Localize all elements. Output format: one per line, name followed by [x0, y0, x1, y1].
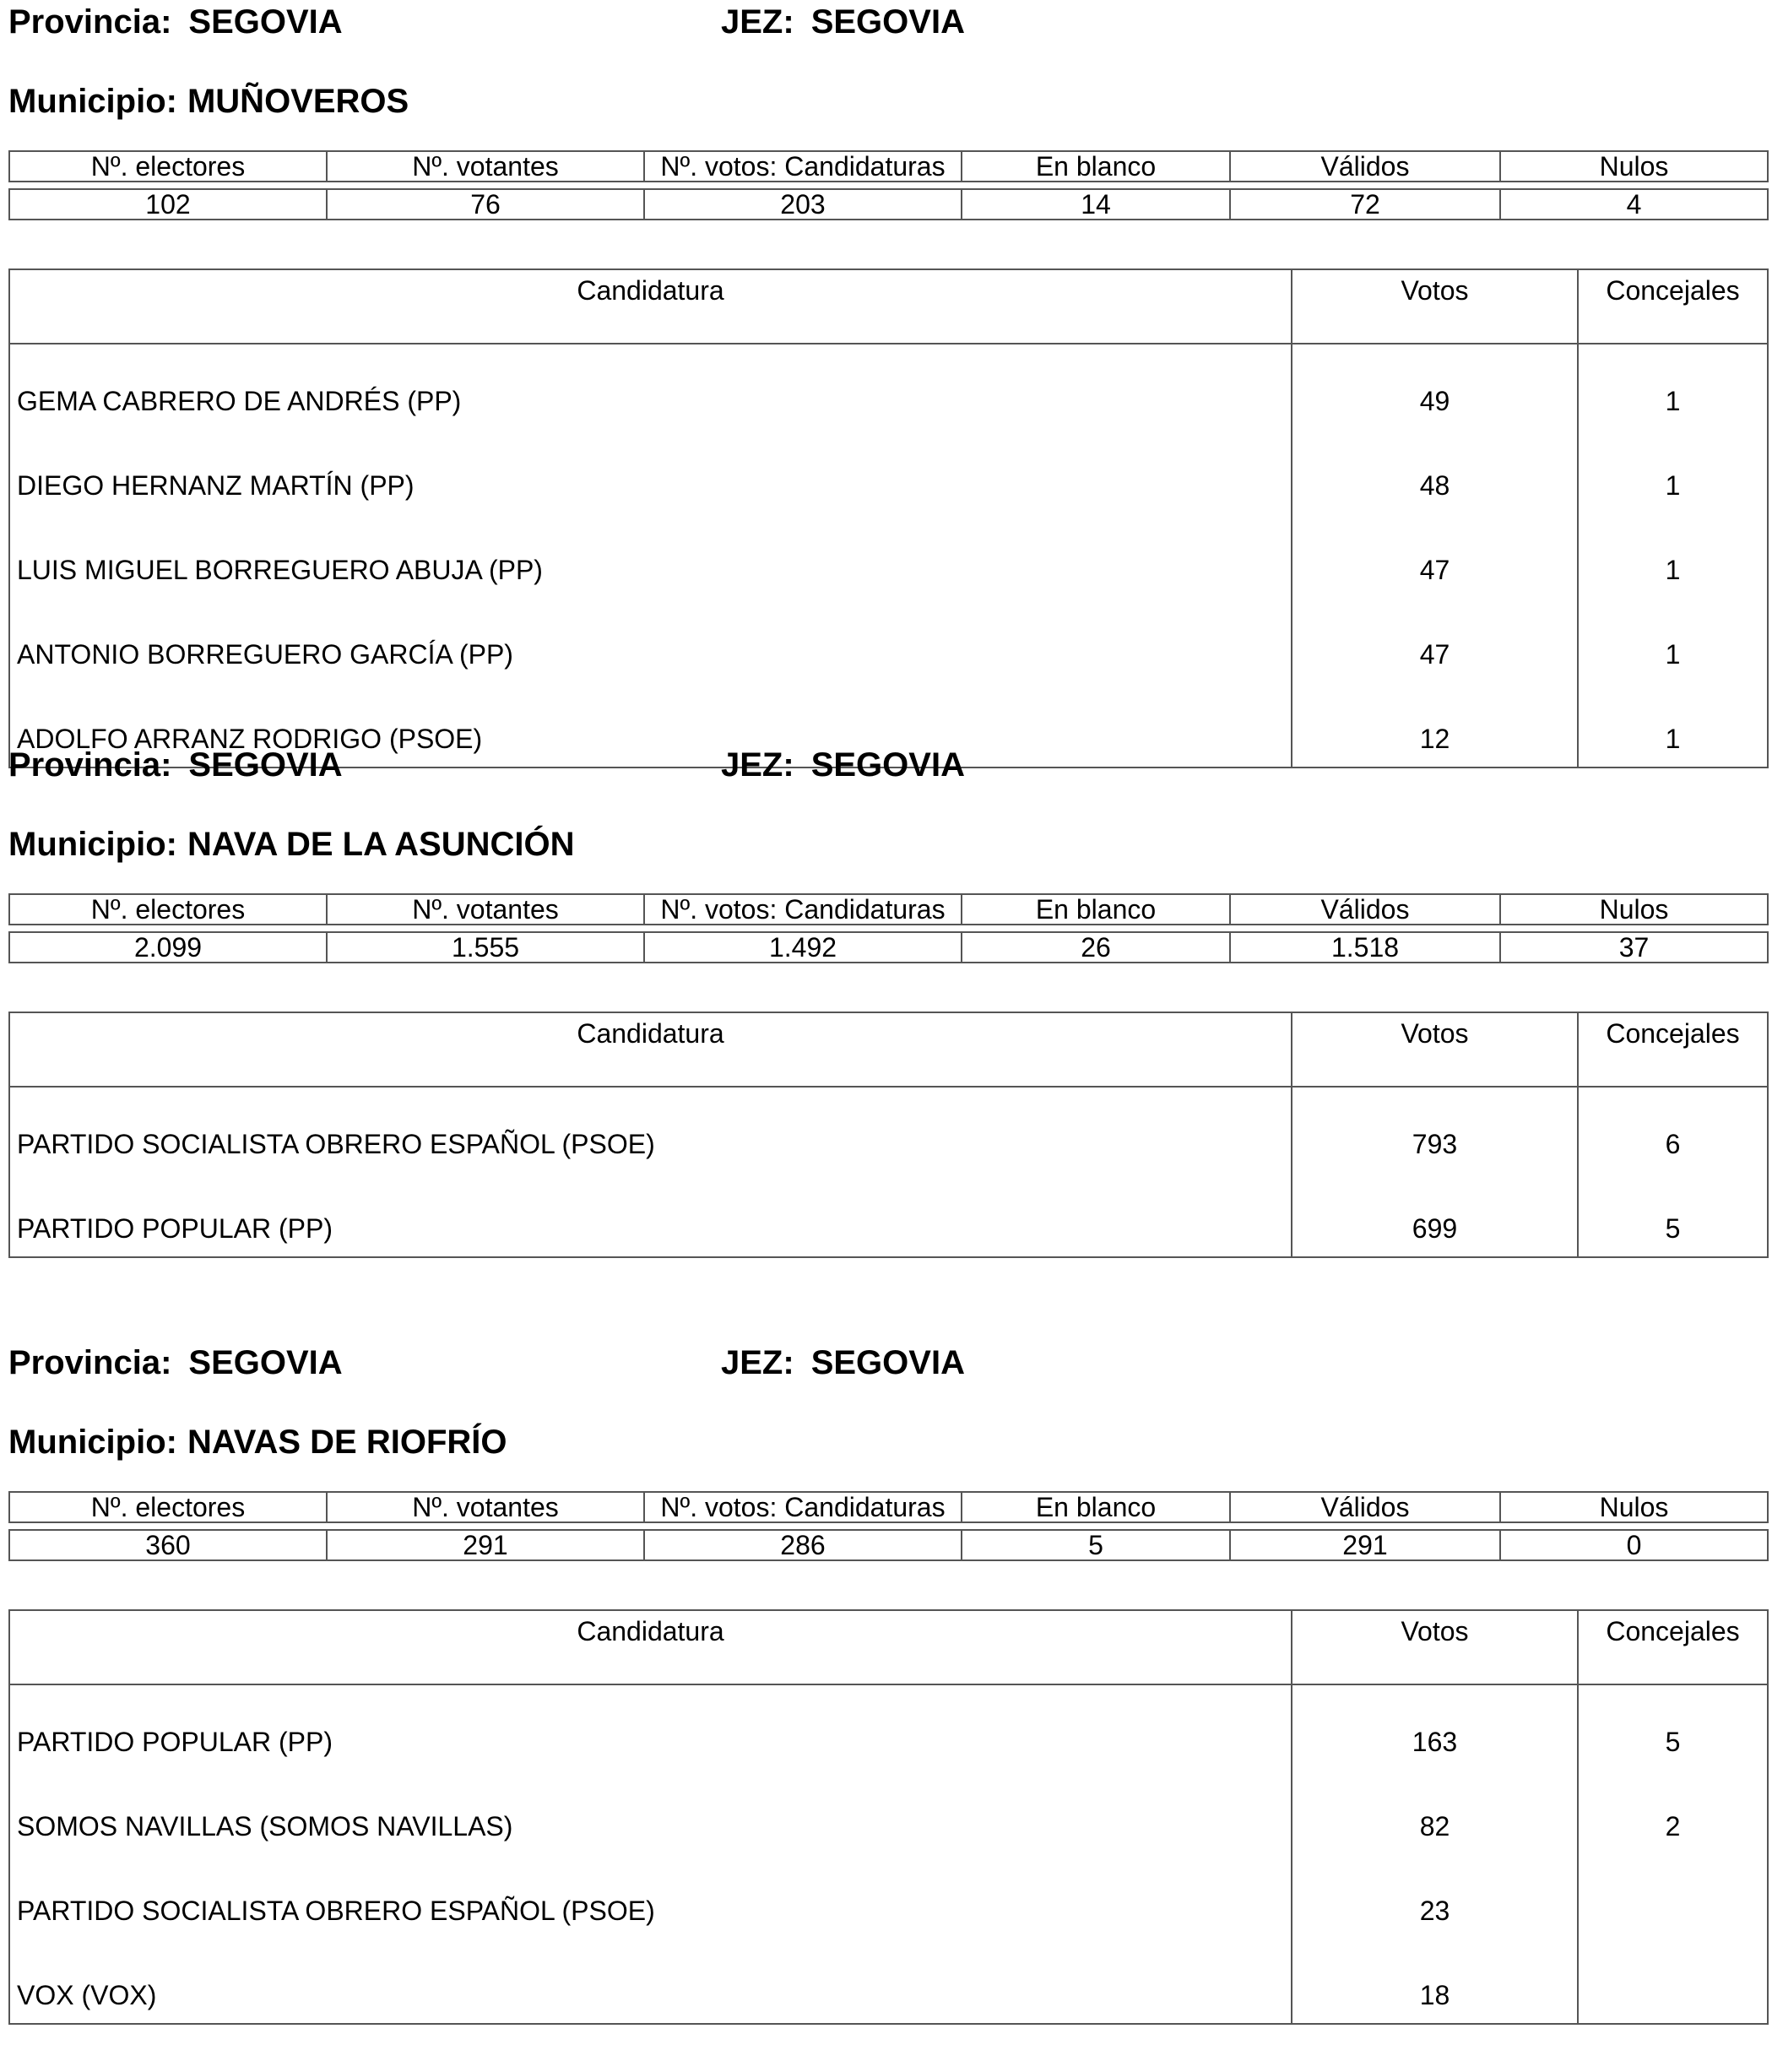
stats-header-cell: Nº. votos: Candidaturas: [644, 894, 962, 925]
election-section: [8, 1346, 1767, 2072]
candidates-header-cell: Candidatura: [9, 1610, 1292, 1684]
stats-gap-row: [9, 925, 1768, 932]
stats-value-cell: 2.099: [9, 932, 327, 963]
candidates-table: [8, 268, 1769, 768]
candidate-row: [9, 1770, 1768, 1854]
municipio-heading: [8, 827, 574, 861]
stats-value-cell: 291: [327, 1530, 644, 1560]
stats-header-cell: Nº. electores: [9, 1492, 327, 1522]
stats-table: [8, 150, 1769, 220]
candidate-concejales: 1: [1665, 386, 1681, 416]
candidate-row: [9, 344, 1768, 429]
stats-header-cell: Nulos: [1500, 151, 1768, 182]
stats-gap-row: [9, 182, 1768, 189]
municipio-heading: [8, 1425, 507, 1459]
candidate-concejales: 6: [1665, 1129, 1681, 1159]
candidate-concejales: 2: [1665, 1811, 1681, 1841]
stats-value-cell: 360: [9, 1530, 327, 1560]
stats-value-cell: 203: [644, 189, 962, 220]
stats-value-cell: 26: [962, 932, 1230, 963]
stats-value-cell: 37: [1500, 932, 1768, 963]
candidate-row: [9, 598, 1768, 682]
election-section: [8, 3, 1767, 754]
candidate-name: PARTIDO SOCIALISTA OBRERO ESPAÑOL (PSOE): [9, 1087, 1292, 1172]
candidate-concejales: 1: [1665, 470, 1681, 501]
candidate-row: [9, 513, 1768, 598]
stats-value-cell: 4: [1500, 189, 1768, 220]
provincia-heading: [8, 5, 343, 39]
municipio-heading: [8, 84, 409, 118]
stats-value-cell: 14: [962, 189, 1230, 220]
stats-header-cell: En blanco: [962, 894, 1230, 925]
candidate-concejales: [1578, 1939, 1768, 2024]
candidate-votos: 47: [1292, 598, 1578, 682]
stats-header-cell: Nº. votantes: [327, 1492, 644, 1522]
stats-value-cell: 286: [644, 1530, 962, 1560]
stats-value-cell: 1.555: [327, 932, 644, 963]
stats-gap: [9, 1522, 1768, 1530]
stats-table: [8, 1491, 1769, 1561]
stats-header-row: [9, 894, 1768, 925]
candidate-row: [9, 1939, 1768, 2024]
candidate-votos: 793: [1292, 1087, 1578, 1172]
stats-header-row: [9, 151, 1768, 182]
jez-heading: [721, 1346, 965, 1380]
municipio-label: Municipio:: [8, 826, 177, 863]
stats-value-row: [9, 932, 1768, 963]
stats-header-cell: En blanco: [962, 1492, 1230, 1522]
candidate-name: ANTONIO BORREGUERO GARCÍA (PP): [9, 598, 1292, 682]
candidate-name: GEMA CABRERO DE ANDRÉS (PP): [9, 344, 1292, 429]
stats-header-cell: Válidos: [1230, 894, 1500, 925]
stats-value-cell: 5: [962, 1530, 1230, 1560]
jez-value: SEGOVIA: [810, 1344, 965, 1381]
stats-header-row: [9, 1492, 1768, 1522]
jez-heading: [721, 5, 965, 39]
stats-gap: [9, 925, 1768, 932]
candidate-votos: 23: [1292, 1854, 1578, 1939]
candidates-header-cell: Votos: [1292, 1610, 1578, 1684]
candidates-header-cell: Concejales: [1578, 1012, 1768, 1087]
candidates-header-cell: Concejales: [1578, 269, 1768, 344]
stats-header-cell: Nº. electores: [9, 151, 327, 182]
candidate-concejales: 5: [1665, 1213, 1681, 1244]
stats-header-cell: Válidos: [1230, 1492, 1500, 1522]
candidate-votos: 699: [1292, 1172, 1578, 1257]
candidate-concejales: 1: [1665, 639, 1681, 670]
jez-value: SEGOVIA: [810, 3, 965, 41]
candidate-votos: 49: [1292, 344, 1578, 429]
candidates-header-cell: Votos: [1292, 269, 1578, 344]
candidate-row: [9, 1172, 1768, 1257]
candidate-concejales: 5: [1665, 1727, 1681, 1757]
candidate-name: PARTIDO POPULAR (PP): [9, 1172, 1292, 1257]
candidate-name: PARTIDO POPULAR (PP): [9, 1684, 1292, 1770]
candidate-votos: 163: [1292, 1684, 1578, 1770]
stats-header-cell: Nulos: [1500, 894, 1768, 925]
stats-value-row: [9, 1530, 1768, 1560]
candidate-concejales: 1: [1665, 555, 1681, 585]
stats-value-row: [9, 189, 1768, 220]
candidate-row: [9, 1684, 1768, 1770]
stats-value-cell: 0: [1500, 1530, 1768, 1560]
jez-label: JEZ:: [721, 1344, 794, 1381]
candidate-row: [9, 1854, 1768, 1939]
stats-value-cell: 76: [327, 189, 644, 220]
stats-gap-row: [9, 1522, 1768, 1530]
provincia-value: SEGOVIA: [188, 1344, 343, 1381]
municipio-value: MUÑOVEROS: [187, 83, 409, 120]
candidate-name: VOX (VOX): [9, 1939, 1292, 2024]
stats-gap: [9, 182, 1768, 189]
stats-header-cell: En blanco: [962, 151, 1230, 182]
provincia-heading: [8, 1346, 343, 1380]
candidate-concejales: 1: [1665, 724, 1681, 754]
municipio-label: Municipio:: [8, 1424, 177, 1461]
candidate-name: ADOLFO ARRANZ RODRIGO (PSOE): [9, 682, 1292, 768]
jez-heading: [721, 748, 965, 782]
candidates-table: [8, 1609, 1769, 2025]
candidates-header-cell: Concejales: [1578, 1610, 1768, 1684]
candidate-votos: 47: [1292, 513, 1578, 598]
stats-value-cell: 291: [1230, 1530, 1500, 1560]
provincia-heading: [8, 748, 343, 782]
candidate-name: SOMOS NAVILLAS (SOMOS NAVILLAS): [9, 1770, 1292, 1854]
candidates-table: [8, 1012, 1769, 1258]
jez-value: SEGOVIA: [810, 746, 965, 784]
stats-value-cell: 72: [1230, 189, 1500, 220]
candidate-concejales: [1578, 1854, 1768, 1939]
candidate-votos: 12: [1292, 682, 1578, 768]
stats-value-cell: 1.518: [1230, 932, 1500, 963]
candidate-votos: 18: [1292, 1939, 1578, 2024]
municipio-value: NAVAS DE RIOFRÍO: [187, 1424, 507, 1461]
stats-header-cell: Válidos: [1230, 151, 1500, 182]
provincia-value: SEGOVIA: [188, 746, 343, 784]
municipio-label: Municipio:: [8, 83, 177, 120]
jez-label: JEZ:: [721, 746, 794, 784]
provincia-label: Provincia:: [8, 1344, 172, 1381]
jez-label: JEZ:: [721, 3, 794, 41]
candidate-name: DIEGO HERNANZ MARTÍN (PP): [9, 429, 1292, 513]
stats-table: [8, 893, 1769, 963]
stats-header-cell: Nº. electores: [9, 894, 327, 925]
stats-header-cell: Nº. votantes: [327, 151, 644, 182]
candidate-row: [9, 1087, 1768, 1172]
candidates-header-row: [9, 1012, 1768, 1087]
candidate-votos: 48: [1292, 429, 1578, 513]
candidates-header-row: [9, 269, 1768, 344]
municipio-value: NAVA DE LA ASUNCIÓN: [187, 826, 575, 863]
stats-value-cell: 1.492: [644, 932, 962, 963]
candidates-header-cell: Candidatura: [9, 1012, 1292, 1087]
provincia-label: Provincia:: [8, 3, 172, 41]
candidate-votos: 82: [1292, 1770, 1578, 1854]
candidates-header-row: [9, 1610, 1768, 1684]
candidates-header-cell: Votos: [1292, 1012, 1578, 1087]
stats-header-cell: Nulos: [1500, 1492, 1768, 1522]
provincia-value: SEGOVIA: [188, 3, 343, 41]
candidate-row: [9, 429, 1768, 513]
candidates-header-cell: Candidatura: [9, 269, 1292, 344]
stats-header-cell: Nº. votos: Candidaturas: [644, 1492, 962, 1522]
provincia-label: Provincia:: [8, 746, 172, 784]
candidate-name: LUIS MIGUEL BORREGUERO ABUJA (PP): [9, 513, 1292, 598]
stats-header-cell: Nº. votos: Candidaturas: [644, 151, 962, 182]
stats-header-cell: Nº. votantes: [327, 894, 644, 925]
stats-value-cell: 102: [9, 189, 327, 220]
candidate-name: PARTIDO SOCIALISTA OBRERO ESPAÑOL (PSOE): [9, 1854, 1292, 1939]
